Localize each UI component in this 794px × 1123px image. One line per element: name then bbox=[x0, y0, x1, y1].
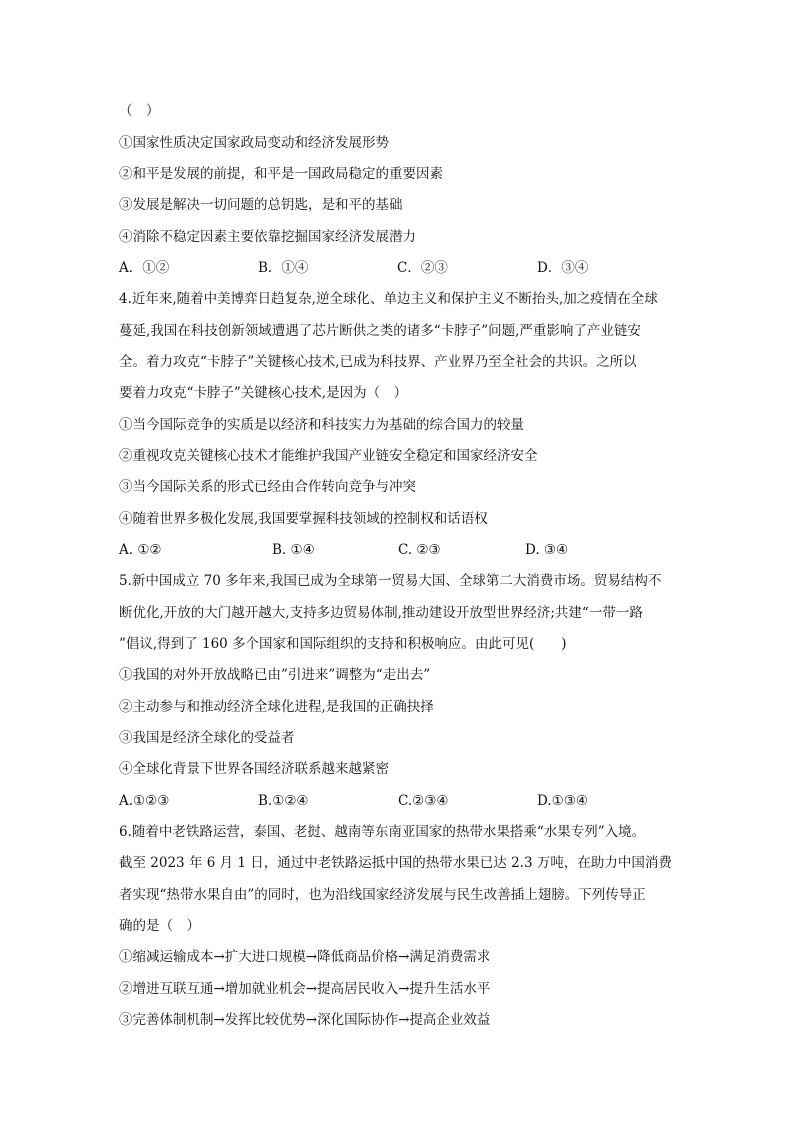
q4-stem-line-4: 要着力攻克“卡脖子”关键核心技术,是因为（ ） bbox=[119, 385, 408, 401]
q3-item-2: ②和平是发展的前提，和平是一国政局稳定的重要因素 bbox=[119, 166, 443, 182]
q5-option-b: B.①②④ bbox=[258, 793, 309, 809]
q4-stem-line-2: 蔓延,我国在科技创新领域遭遇了芯片断供之类的诸多“卡脖子”问题,严重影响了产业链安 bbox=[119, 323, 641, 339]
q4-option-b: B. ①④ bbox=[272, 542, 315, 558]
q5-item-2: ②主动参与和推动经济全球化进程,是我国的正确抉择 bbox=[119, 699, 434, 715]
q6-stem-line-4: 确的是（ ） bbox=[119, 918, 200, 934]
q4-item-2: ②重视攻克关键核心技术才能维护我国产业链安全稳定和国家经济安全 bbox=[119, 448, 538, 464]
q5-options bbox=[119, 791, 679, 811]
q5-stem-line-2: 断优化,开放的大门越开越大,支持多边贸易体制,推动建设开放型世界经济;共建“一带一路 bbox=[119, 605, 643, 621]
q3-option-d: D．③④ bbox=[537, 260, 589, 276]
q4-stem-line-1: 4.近年来,随着中美博弈日趋复杂,逆全球化、单边主义和保护主义不断抬头,加之疫情在全球 bbox=[119, 291, 658, 307]
q3-item-1: ①国家性质决定国家政局变动和经济发展形势 bbox=[119, 135, 389, 151]
q4-item-1: ①当今国际竞争的实质是以经济和科技实力为基础的综合国力的较量 bbox=[119, 417, 524, 433]
q6-item-2: ②增进互联互通→增加就业机会→提高居民收入→提升生活水平 bbox=[119, 981, 491, 997]
q6-item-3: ③完善体制机制→发挥比较优势→深化国际协作→提高企业效益 bbox=[119, 1012, 491, 1028]
q3-stem-tail: （ ） bbox=[119, 103, 160, 119]
q5-option-d: D.①③④ bbox=[537, 793, 588, 809]
q6-stem-line-1: 6.随着中老铁路运营，泰国、老挝、越南等东南亚国家的热带水果搭乘“水果专列”入境。 bbox=[119, 824, 646, 840]
q5-stem-line-3: ”倡议,得到了 160 多个国家和国际组织的支持和积极响应。由此可见( ) bbox=[119, 636, 567, 652]
q4-item-3: ③当今国际关系的形式已经由合作转向竞争与冲突 bbox=[119, 479, 416, 495]
q5-stem-line-1: 5.新中国成立 70 多年来,我国已成为全球第一贸易大国、全球第二大消费市场。贸易结构不 bbox=[119, 573, 662, 589]
q3-options bbox=[119, 258, 679, 278]
q5-item-4: ④全球化背景下世界各国经济联系越来越紧密 bbox=[119, 761, 389, 777]
q6-stem-line-2: 截至 2023 年 6 月 1 日，通过中老铁路运抵中国的热带水果已达 2.3 万吨，在助力中国消费 bbox=[119, 855, 672, 871]
q4-options bbox=[119, 540, 679, 560]
q4-option-a: A. ①② bbox=[119, 542, 162, 558]
q4-stem-line-3: 全。着力攻克“卡脖子”关键核心技术,已成为科技界、产业界乃至全社会的共识。之所以 bbox=[119, 354, 637, 370]
q4-option-d: D. ③④ bbox=[525, 542, 569, 558]
q5-item-3: ③我国是经济全球化的受益者 bbox=[119, 730, 295, 746]
q3-option-b: B．①④ bbox=[258, 260, 309, 276]
q6-stem-line-3: 者实现“热带水果自由”的同时，也为沿线国家经济发展与民生改善插上翅膀。下列传导正 bbox=[119, 887, 646, 903]
q3-option-c: C．②③ bbox=[397, 260, 448, 276]
q6-item-1: ①缩减运输成本→扩大进口规模→降低商品价格→满足消费需求 bbox=[119, 949, 491, 965]
q5-option-c: C.②③④ bbox=[398, 793, 449, 809]
q3-item-3: ③发展是解决一切问题的总钥匙，是和平的基础 bbox=[119, 197, 403, 213]
q5-option-a: A.①②③ bbox=[119, 793, 170, 809]
q3-option-a: A．①② bbox=[119, 260, 170, 276]
q3-item-4: ④消除不稳定因素主要依靠挖掘国家经济发展潜力 bbox=[119, 229, 416, 245]
q4-item-4: ④随着世界多极化发展,我国要掌握科技领域的控制权和话语权 bbox=[119, 511, 488, 527]
q5-item-1: ①我国的对外开放战略已由”引进来”调整为“走出去” bbox=[119, 667, 431, 683]
q4-option-c: C. ②③ bbox=[398, 542, 441, 558]
